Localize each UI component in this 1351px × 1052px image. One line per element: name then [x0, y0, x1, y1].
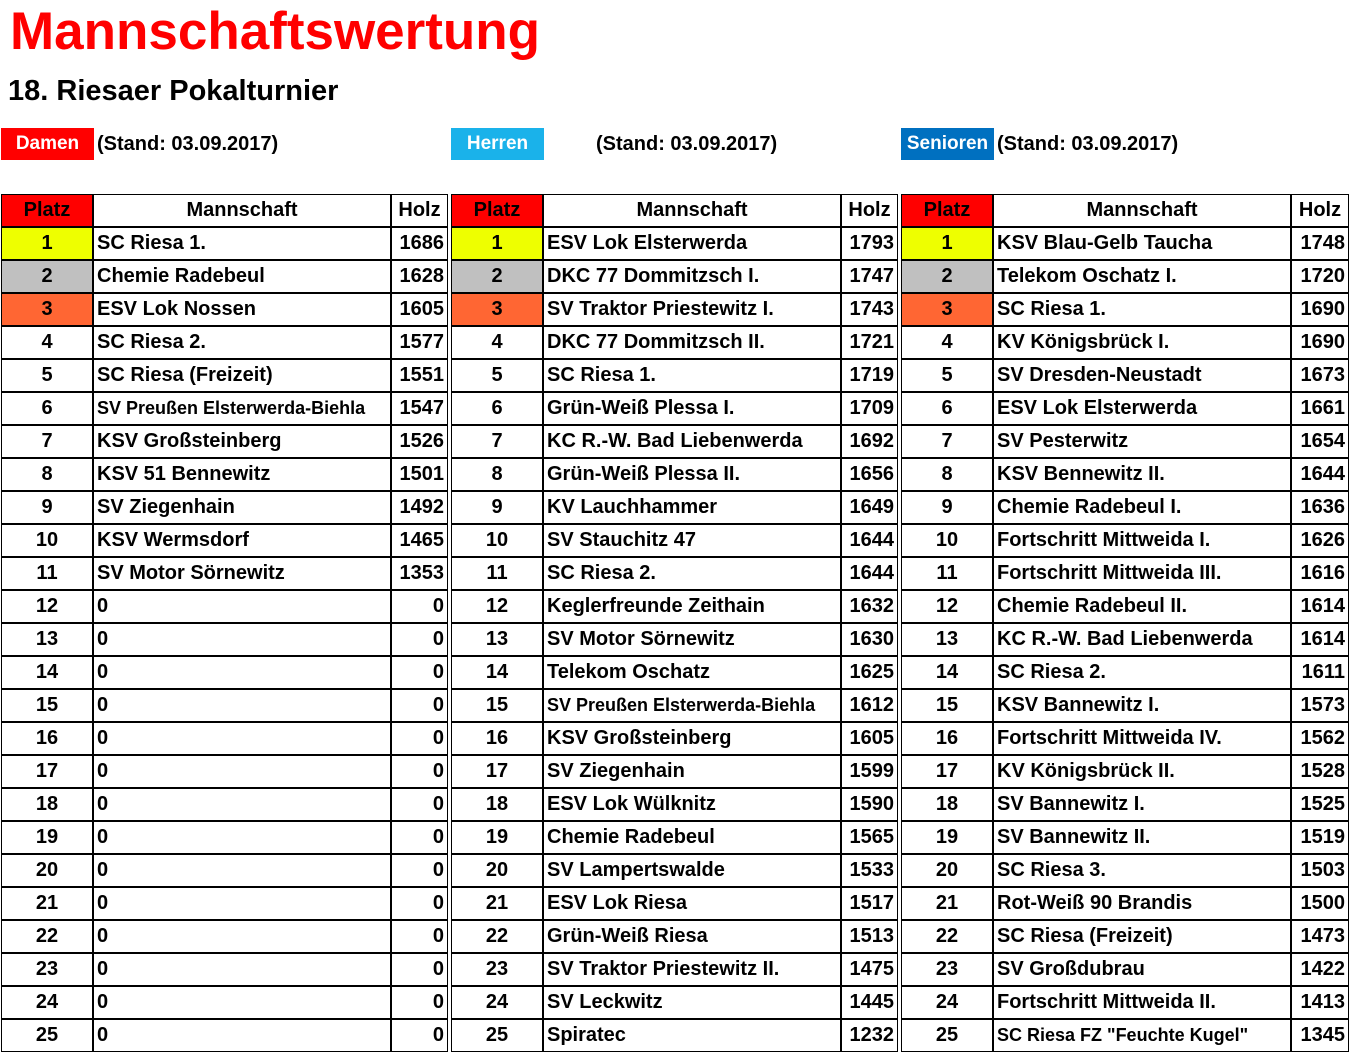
rank-cell: 25 [451, 1019, 543, 1052]
rank-cell: 6 [901, 392, 993, 425]
team-name: SV Ziegenhain [93, 491, 391, 524]
holz-score: 1636 [1291, 491, 1349, 524]
rank-cell: 18 [901, 788, 993, 821]
holz-score: 0 [391, 887, 448, 920]
rank-cell: 17 [1, 755, 93, 788]
rank-cell: 14 [901, 656, 993, 689]
rank-cell: 16 [451, 722, 543, 755]
team-name: KSV Wermsdorf [93, 524, 391, 557]
rank-cell: 23 [901, 953, 993, 986]
rank-cell: 5 [1, 359, 93, 392]
rank-cell: 7 [901, 425, 993, 458]
team-name: Fortschritt Mittweida III. [993, 557, 1291, 590]
team-name: DKC 77 Dommitzsch II. [543, 326, 841, 359]
stand-date-senioren: (Stand: 03.09.2017) [997, 133, 1179, 155]
category-badge-damen: Damen [1, 128, 94, 160]
team-name: Grün-Weiß Riesa [543, 920, 841, 953]
rank-cell: 6 [1, 392, 93, 425]
holz-score: 0 [391, 953, 448, 986]
rank-cell: 22 [901, 920, 993, 953]
rank-cell: 9 [901, 491, 993, 524]
team-name: Spiratec [543, 1019, 841, 1052]
team-name: Telekom Oschatz I. [993, 260, 1291, 293]
team-name: SV Ziegenhain [543, 755, 841, 788]
team-name: SC Riesa 1. [93, 227, 391, 260]
team-name: 0 [93, 821, 391, 854]
team-name: 0 [93, 788, 391, 821]
holz-score: 0 [391, 590, 448, 623]
team-name: Chemie Radebeul I. [993, 491, 1291, 524]
team-name: Rot-Weiß 90 Brandis [993, 887, 1291, 920]
rank-cell: 11 [901, 557, 993, 590]
rank-cell: 9 [451, 491, 543, 524]
rank-cell: 24 [901, 986, 993, 1019]
holz-score: 1551 [391, 359, 448, 392]
rank-cell: 13 [1, 623, 93, 656]
header-mannschaft-herren: Mannschaft [543, 194, 841, 227]
rank-cell: 21 [1, 887, 93, 920]
holz-score: 1743 [841, 293, 898, 326]
holz-score: 0 [391, 689, 448, 722]
rank-cell: 18 [1, 788, 93, 821]
rank-cell: 4 [451, 326, 543, 359]
rank-cell: 2 [901, 260, 993, 293]
holz-score: 1445 [841, 986, 898, 1019]
holz-score: 0 [391, 755, 448, 788]
holz-score: 1513 [841, 920, 898, 953]
holz-score: 1719 [841, 359, 898, 392]
holz-score: 1632 [841, 590, 898, 623]
holz-score: 1519 [1291, 821, 1349, 854]
standings-table [0, 194, 1351, 1052]
rank-cell: 20 [451, 854, 543, 887]
holz-score: 1644 [841, 524, 898, 557]
rank-cell: 7 [1, 425, 93, 458]
rank-cell: 21 [451, 887, 543, 920]
holz-score: 1577 [391, 326, 448, 359]
team-name: KV Lauchhammer [543, 491, 841, 524]
team-name: SV Traktor Priestewitz I. [543, 293, 841, 326]
rank-cell: 12 [1, 590, 93, 623]
rank-cell: 13 [451, 623, 543, 656]
header-platz-damen: Platz [1, 194, 93, 227]
team-name: 0 [93, 722, 391, 755]
holz-score: 1690 [1291, 293, 1349, 326]
holz-score: 1625 [841, 656, 898, 689]
team-name: 0 [93, 1019, 391, 1052]
team-name: SV Motor Sörnewitz [93, 557, 391, 590]
holz-score: 1547 [391, 392, 448, 425]
team-name: SC Riesa 2. [93, 326, 391, 359]
rank-cell: 5 [901, 359, 993, 392]
team-name: SV Lampertswalde [543, 854, 841, 887]
team-name: KSV Großsteinberg [543, 722, 841, 755]
team-name: SV Großdubrau [993, 953, 1291, 986]
holz-score: 1562 [1291, 722, 1349, 755]
holz-score: 0 [391, 986, 448, 1019]
holz-score: 1353 [391, 557, 448, 590]
team-name: SC Riesa 2. [993, 656, 1291, 689]
holz-score: 1525 [1291, 788, 1349, 821]
holz-score: 0 [391, 656, 448, 689]
holz-score: 0 [391, 854, 448, 887]
team-name: KV Königsbrück I. [993, 326, 1291, 359]
rank-cell: 25 [1, 1019, 93, 1052]
category-badge-senioren: Senioren [901, 128, 994, 160]
team-name: SV Dresden-Neustadt [993, 359, 1291, 392]
holz-score: 1345 [1291, 1019, 1349, 1052]
team-name: Fortschritt Mittweida IV. [993, 722, 1291, 755]
holz-score: 1747 [841, 260, 898, 293]
team-name: KV Königsbrück II. [993, 755, 1291, 788]
page-subtitle: 18. Riesaer Pokalturnier [8, 75, 339, 107]
holz-score: 1503 [1291, 854, 1349, 887]
rank-cell: 11 [451, 557, 543, 590]
holz-score: 1686 [391, 227, 448, 260]
rank-cell: 4 [1, 326, 93, 359]
team-name: SV Motor Sörnewitz [543, 623, 841, 656]
holz-score: 1661 [1291, 392, 1349, 425]
holz-score: 1413 [1291, 986, 1349, 1019]
team-name: Grün-Weiß Plessa II. [543, 458, 841, 491]
team-name: Telekom Oschatz [543, 656, 841, 689]
team-name: 0 [93, 590, 391, 623]
rank-cell: 11 [1, 557, 93, 590]
team-name: 0 [93, 986, 391, 1019]
team-name: Chemie Radebeul II. [993, 590, 1291, 623]
rank-cell: 8 [1, 458, 93, 491]
rank-cell: 5 [451, 359, 543, 392]
rank-cell: 10 [451, 524, 543, 557]
holz-score: 1605 [841, 722, 898, 755]
stand-date-herren: (Stand: 03.09.2017) [596, 133, 778, 155]
holz-score: 1748 [1291, 227, 1349, 260]
rank-cell: 24 [1, 986, 93, 1019]
holz-score: 1573 [1291, 689, 1349, 722]
holz-score: 0 [391, 1019, 448, 1052]
team-name: ESV Lok Elsterwerda [543, 227, 841, 260]
holz-score: 1590 [841, 788, 898, 821]
team-name: ESV Lok Wülknitz [543, 788, 841, 821]
rank-cell: 21 [901, 887, 993, 920]
rank-cell: 18 [451, 788, 543, 821]
team-name: 0 [93, 755, 391, 788]
rank-cell: 7 [451, 425, 543, 458]
rank-cell: 16 [901, 722, 993, 755]
rank-cell: 25 [901, 1019, 993, 1052]
rank-cell: 20 [901, 854, 993, 887]
rank-cell: 14 [1, 656, 93, 689]
team-name: 0 [93, 953, 391, 986]
holz-score: 1533 [841, 854, 898, 887]
rank-cell: 15 [451, 689, 543, 722]
team-name: KSV Blau-Gelb Taucha [993, 227, 1291, 260]
team-name: SV Bannewitz I. [993, 788, 1291, 821]
holz-score: 0 [391, 623, 448, 656]
rank-cell: 3 [901, 293, 993, 326]
holz-score: 1709 [841, 392, 898, 425]
rank-cell: 8 [901, 458, 993, 491]
team-name: ESV Lok Elsterwerda [993, 392, 1291, 425]
holz-score: 1565 [841, 821, 898, 854]
header-mannschaft-damen: Mannschaft [93, 194, 391, 227]
team-name: ESV Lok Nossen [93, 293, 391, 326]
holz-score: 1793 [841, 227, 898, 260]
rank-cell: 19 [1, 821, 93, 854]
rank-cell: 15 [901, 689, 993, 722]
holz-score: 1630 [841, 623, 898, 656]
team-name: KSV Großsteinberg [93, 425, 391, 458]
team-name: SV Preußen Elsterwerda-Biehla [543, 689, 841, 722]
team-name: SV Preußen Elsterwerda-Biehla [93, 392, 391, 425]
rank-cell: 1 [451, 227, 543, 260]
rank-cell: 10 [901, 524, 993, 557]
rank-cell: 22 [451, 920, 543, 953]
rank-cell: 19 [451, 821, 543, 854]
holz-score: 1528 [1291, 755, 1349, 788]
rank-cell: 2 [451, 260, 543, 293]
rank-cell: 9 [1, 491, 93, 524]
rank-cell: 3 [1, 293, 93, 326]
team-name: SC Riesa 3. [993, 854, 1291, 887]
holz-score: 1614 [1291, 623, 1349, 656]
holz-score: 1654 [1291, 425, 1349, 458]
rank-cell: 14 [451, 656, 543, 689]
team-name: SC Riesa 1. [993, 293, 1291, 326]
team-name: Chemie Radebeul [543, 821, 841, 854]
holz-score: 1649 [841, 491, 898, 524]
rank-cell: 1 [1, 227, 93, 260]
page-title: Mannschaftswertung [10, 2, 541, 61]
holz-score: 1605 [391, 293, 448, 326]
holz-score: 1721 [841, 326, 898, 359]
team-name: KC R.-W. Bad Liebenwerda [993, 623, 1291, 656]
team-name: 0 [93, 887, 391, 920]
holz-score: 1501 [391, 458, 448, 491]
holz-score: 1628 [391, 260, 448, 293]
team-name: 0 [93, 623, 391, 656]
rank-cell: 2 [1, 260, 93, 293]
rank-cell: 3 [451, 293, 543, 326]
team-name: 0 [93, 689, 391, 722]
team-name: SV Pesterwitz [993, 425, 1291, 458]
rank-cell: 12 [451, 590, 543, 623]
rank-cell: 24 [451, 986, 543, 1019]
team-name: Chemie Radebeul [93, 260, 391, 293]
rank-cell: 15 [1, 689, 93, 722]
rank-cell: 10 [1, 524, 93, 557]
team-name: KC R.-W. Bad Liebenwerda [543, 425, 841, 458]
holz-score: 1644 [841, 557, 898, 590]
holz-score: 1720 [1291, 260, 1349, 293]
team-name: SC Riesa (Freizeit) [993, 920, 1291, 953]
holz-score: 0 [391, 722, 448, 755]
team-name: SV Leckwitz [543, 986, 841, 1019]
stand-date-damen: (Stand: 03.09.2017) [97, 133, 279, 155]
holz-score: 1465 [391, 524, 448, 557]
rank-cell: 12 [901, 590, 993, 623]
holz-score: 1690 [1291, 326, 1349, 359]
holz-score: 0 [391, 920, 448, 953]
team-name: SV Bannewitz II. [993, 821, 1291, 854]
rank-cell: 13 [901, 623, 993, 656]
team-name: SV Stauchitz 47 [543, 524, 841, 557]
team-name: Fortschritt Mittweida II. [993, 986, 1291, 1019]
rank-cell: 19 [901, 821, 993, 854]
holz-score: 1614 [1291, 590, 1349, 623]
holz-score: 0 [391, 788, 448, 821]
team-name: SC Riesa 2. [543, 557, 841, 590]
holz-score: 1612 [841, 689, 898, 722]
holz-score: 1517 [841, 887, 898, 920]
holz-score: 1232 [841, 1019, 898, 1052]
rank-cell: 1 [901, 227, 993, 260]
team-name: SC Riesa FZ "Feuchte Kugel" [993, 1019, 1291, 1052]
header-holz-senioren: Holz [1291, 194, 1349, 227]
holz-score: 1626 [1291, 524, 1349, 557]
team-name: 0 [93, 656, 391, 689]
team-name: Fortschritt Mittweida I. [993, 524, 1291, 557]
team-name: Keglerfreunde Zeithain [543, 590, 841, 623]
team-name: DKC 77 Dommitzsch I. [543, 260, 841, 293]
holz-score: 1500 [1291, 887, 1349, 920]
team-name: KSV Bannewitz I. [993, 689, 1291, 722]
rank-cell: 6 [451, 392, 543, 425]
header-mannschaft-senioren: Mannschaft [993, 194, 1291, 227]
team-name: KSV 51 Bennewitz [93, 458, 391, 491]
holz-score: 1616 [1291, 557, 1349, 590]
rank-cell: 20 [1, 854, 93, 887]
header-platz-senioren: Platz [901, 194, 993, 227]
holz-score: 1492 [391, 491, 448, 524]
holz-score: 1473 [1291, 920, 1349, 953]
holz-score: 1475 [841, 953, 898, 986]
team-name: ESV Lok Riesa [543, 887, 841, 920]
team-name: SC Riesa 1. [543, 359, 841, 392]
team-name: SC Riesa (Freizeit) [93, 359, 391, 392]
category-badge-herren: Herren [451, 128, 544, 160]
team-name: SV Traktor Priestewitz II. [543, 953, 841, 986]
holz-score: 1611 [1291, 656, 1349, 689]
team-name: 0 [93, 854, 391, 887]
rank-cell: 23 [451, 953, 543, 986]
rank-cell: 16 [1, 722, 93, 755]
holz-score: 1599 [841, 755, 898, 788]
header-holz-herren: Holz [841, 194, 898, 227]
rank-cell: 23 [1, 953, 93, 986]
rank-cell: 8 [451, 458, 543, 491]
rank-cell: 17 [451, 755, 543, 788]
rank-cell: 4 [901, 326, 993, 359]
header-platz-herren: Platz [451, 194, 543, 227]
holz-score: 0 [391, 821, 448, 854]
rank-cell: 17 [901, 755, 993, 788]
holz-score: 1673 [1291, 359, 1349, 392]
holz-score: 1692 [841, 425, 898, 458]
team-name: 0 [93, 920, 391, 953]
holz-score: 1526 [391, 425, 448, 458]
rank-cell: 22 [1, 920, 93, 953]
team-name: Grün-Weiß Plessa I. [543, 392, 841, 425]
team-name: KSV Bennewitz II. [993, 458, 1291, 491]
holz-score: 1644 [1291, 458, 1349, 491]
holz-score: 1422 [1291, 953, 1349, 986]
holz-score: 1656 [841, 458, 898, 491]
header-holz-damen: Holz [391, 194, 448, 227]
